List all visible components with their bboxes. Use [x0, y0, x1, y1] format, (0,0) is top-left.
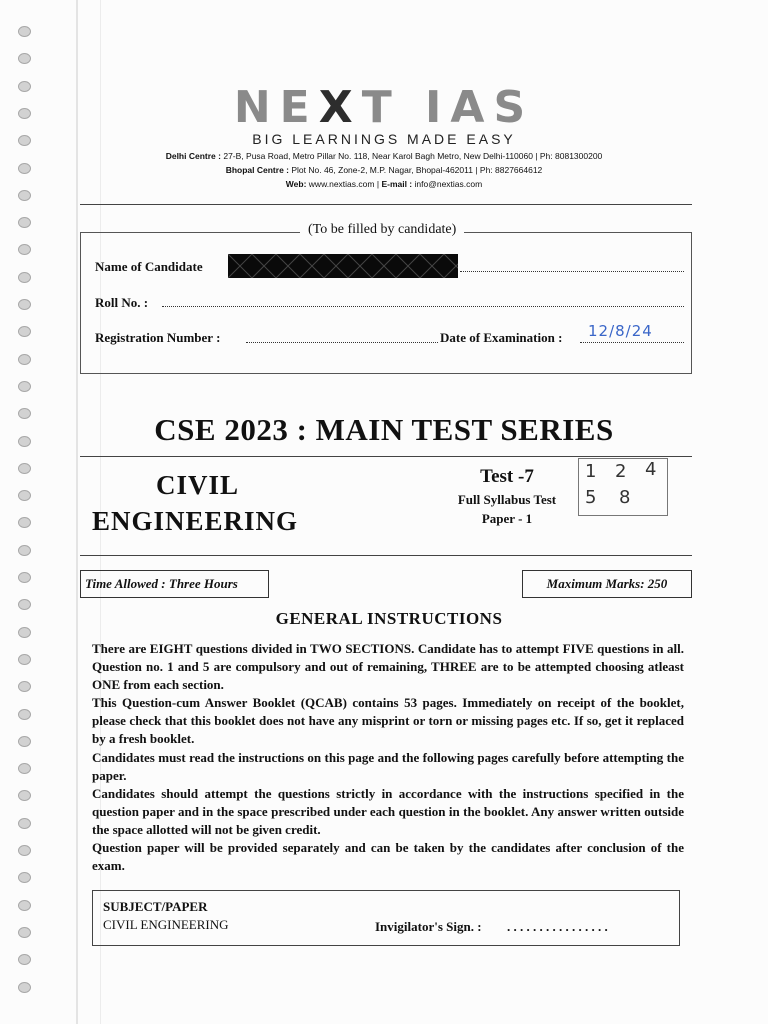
- redaction-pattern: [228, 254, 458, 278]
- title-divider: [80, 456, 692, 457]
- logo-wordmark: [0, 82, 768, 133]
- binding-hole: [18, 654, 31, 665]
- general-instructions-heading: GENERAL INSTRUCTIONS: [275, 609, 503, 628]
- bhopal-address: [0, 164, 768, 177]
- binding-hole: [18, 681, 31, 692]
- subject-paper-value: CIVIL ENGINEERING: [103, 917, 229, 932]
- logo-text-x: X: [318, 82, 362, 133]
- instruction-item: This Question-cum Answer Booklet (QCAB) contains 53 pages. Immediately on receipt of the booklet, please check that this booklet does not have any misprint or torn or missing pages etc. If so, get it replaced by a fresh booklet.: [92, 695, 684, 747]
- handwritten-number: 1: [585, 461, 597, 482]
- handwritten-numbers-box: [578, 458, 668, 516]
- instruction-item: Candidates must read the instructions on this page and the following pages carefully before attempting the paper.: [92, 749, 684, 783]
- binding-hole: [18, 354, 31, 365]
- registration-number-label: Registration Number :: [95, 330, 221, 345]
- delhi-address: [0, 150, 768, 163]
- name-field-dotline[interactable]: [460, 271, 684, 272]
- bhopal-label: Bhopal Centre :: [225, 165, 289, 175]
- email-label: E-mail :: [381, 179, 413, 189]
- series-title: CSE 2023 : MAIN TEST SERIES: [154, 412, 614, 447]
- web-email-line: [0, 178, 768, 191]
- instruction-item: Question paper will be provided separately and can be taken by the candidates after conclusion of the exam.: [92, 840, 684, 874]
- time-allowed-box: [80, 570, 269, 598]
- subject-line2: ENGINEERING: [92, 506, 299, 536]
- delhi-text: 27-B, Pusa Road, Metro Pillar No. 118, Near Karol Bagh Metro, New Delhi-110060 | Ph: 8081300200: [223, 151, 603, 161]
- binding-hole: [18, 517, 31, 528]
- binding-hole: [18, 53, 31, 64]
- binding-hole: [18, 790, 31, 801]
- binding-hole: [18, 872, 31, 883]
- invigilator-sign-dotline[interactable]: . . . . . . . . . . . . . . . .: [507, 919, 608, 934]
- registration-number-dotline[interactable]: [246, 342, 438, 343]
- binding-hole: [18, 954, 31, 965]
- redacted-name: [228, 254, 458, 278]
- handwritten-number: 8: [619, 487, 631, 508]
- binding-hole: [18, 326, 31, 337]
- binding-hole: [18, 244, 31, 255]
- binding-hole: [18, 381, 31, 392]
- binding-hole: [18, 982, 31, 993]
- subject-divider: [80, 555, 692, 556]
- delhi-label: Delhi Centre :: [165, 151, 221, 161]
- handwritten-number: 2: [615, 461, 627, 482]
- handwritten-number: 4: [645, 459, 657, 480]
- maximum-marks-text: Maximum Marks: 250: [546, 576, 668, 591]
- handwritten-date: 12/8/24: [588, 322, 653, 340]
- roll-no-dotline[interactable]: [162, 306, 684, 307]
- binding-hole: [18, 818, 31, 829]
- test-type: Full Syllabus Test: [457, 492, 557, 507]
- web-text: www.nextias.com: [308, 179, 375, 189]
- email-text: info@nextias.com: [414, 179, 483, 189]
- date-of-examination-label: Date of Examination :: [440, 330, 563, 345]
- subject-paper-box: [92, 890, 680, 946]
- binding-hole: [18, 845, 31, 856]
- logo-text-ne: NE: [233, 82, 319, 133]
- binding-hole: [18, 900, 31, 911]
- test-paper: Paper - 1: [481, 511, 533, 526]
- web-label: Web:: [285, 179, 307, 189]
- contact-separator: |: [376, 179, 380, 189]
- date-of-examination-dotline[interactable]: [580, 342, 684, 343]
- binding-hole: [18, 927, 31, 938]
- roll-no-label: Roll No. :: [95, 295, 149, 310]
- binding-hole: [18, 572, 31, 583]
- handwritten-number: 5: [585, 487, 597, 508]
- binding-hole: [18, 709, 31, 720]
- binding-hole: [18, 217, 31, 228]
- binding-hole: [18, 545, 31, 556]
- invigilator-sign-label: Invigilator's Sign. :: [375, 919, 482, 934]
- subject-paper-label: SUBJECT/PAPER: [103, 899, 208, 914]
- binding-hole: [18, 299, 31, 310]
- test-number: Test -7: [480, 466, 534, 487]
- maximum-marks-box: [522, 570, 692, 598]
- logo-tagline: BIG LEARNINGS MADE EASY: [252, 131, 516, 147]
- binding-hole: [18, 763, 31, 774]
- time-allowed-text: Time Allowed : Three Hours: [85, 576, 238, 591]
- instruction-item: There are EIGHT questions divided in TWO SECTIONS. Candidate has to attempt FIVE questions in all. Question no. 1 and 5 are compulsory and out of remaining, THREE are to be attempted choosing atleast ONE from each section.: [92, 641, 684, 693]
- candidate-box-caption: (To be filled by candidate): [300, 222, 464, 238]
- binding-hole: [18, 463, 31, 474]
- logo-text-tias: T IAS: [361, 82, 535, 133]
- binding-hole: [18, 736, 31, 747]
- binding-hole: [18, 490, 31, 501]
- binding-hole: [18, 272, 31, 283]
- header-divider: [80, 204, 692, 205]
- instruction-item: Candidates should attempt the questions strictly in accordance with the instructions specified in the question paper and in the space prescribed under each question in the booklet. Any answer written outside the space allotted will not be given credit.: [92, 785, 684, 837]
- bhopal-text: Plot No. 46, Zone-2, M.P. Nagar, Bhopal-462011 | Ph: 8827664612: [291, 165, 543, 175]
- name-of-candidate-label: Name of Candidate: [95, 259, 203, 274]
- brand-logo: [0, 82, 768, 147]
- binding-hole: [18, 190, 31, 201]
- subject-line1: CIVIL: [156, 470, 240, 500]
- binding-hole: [18, 26, 31, 37]
- instructions-list: [92, 640, 684, 875]
